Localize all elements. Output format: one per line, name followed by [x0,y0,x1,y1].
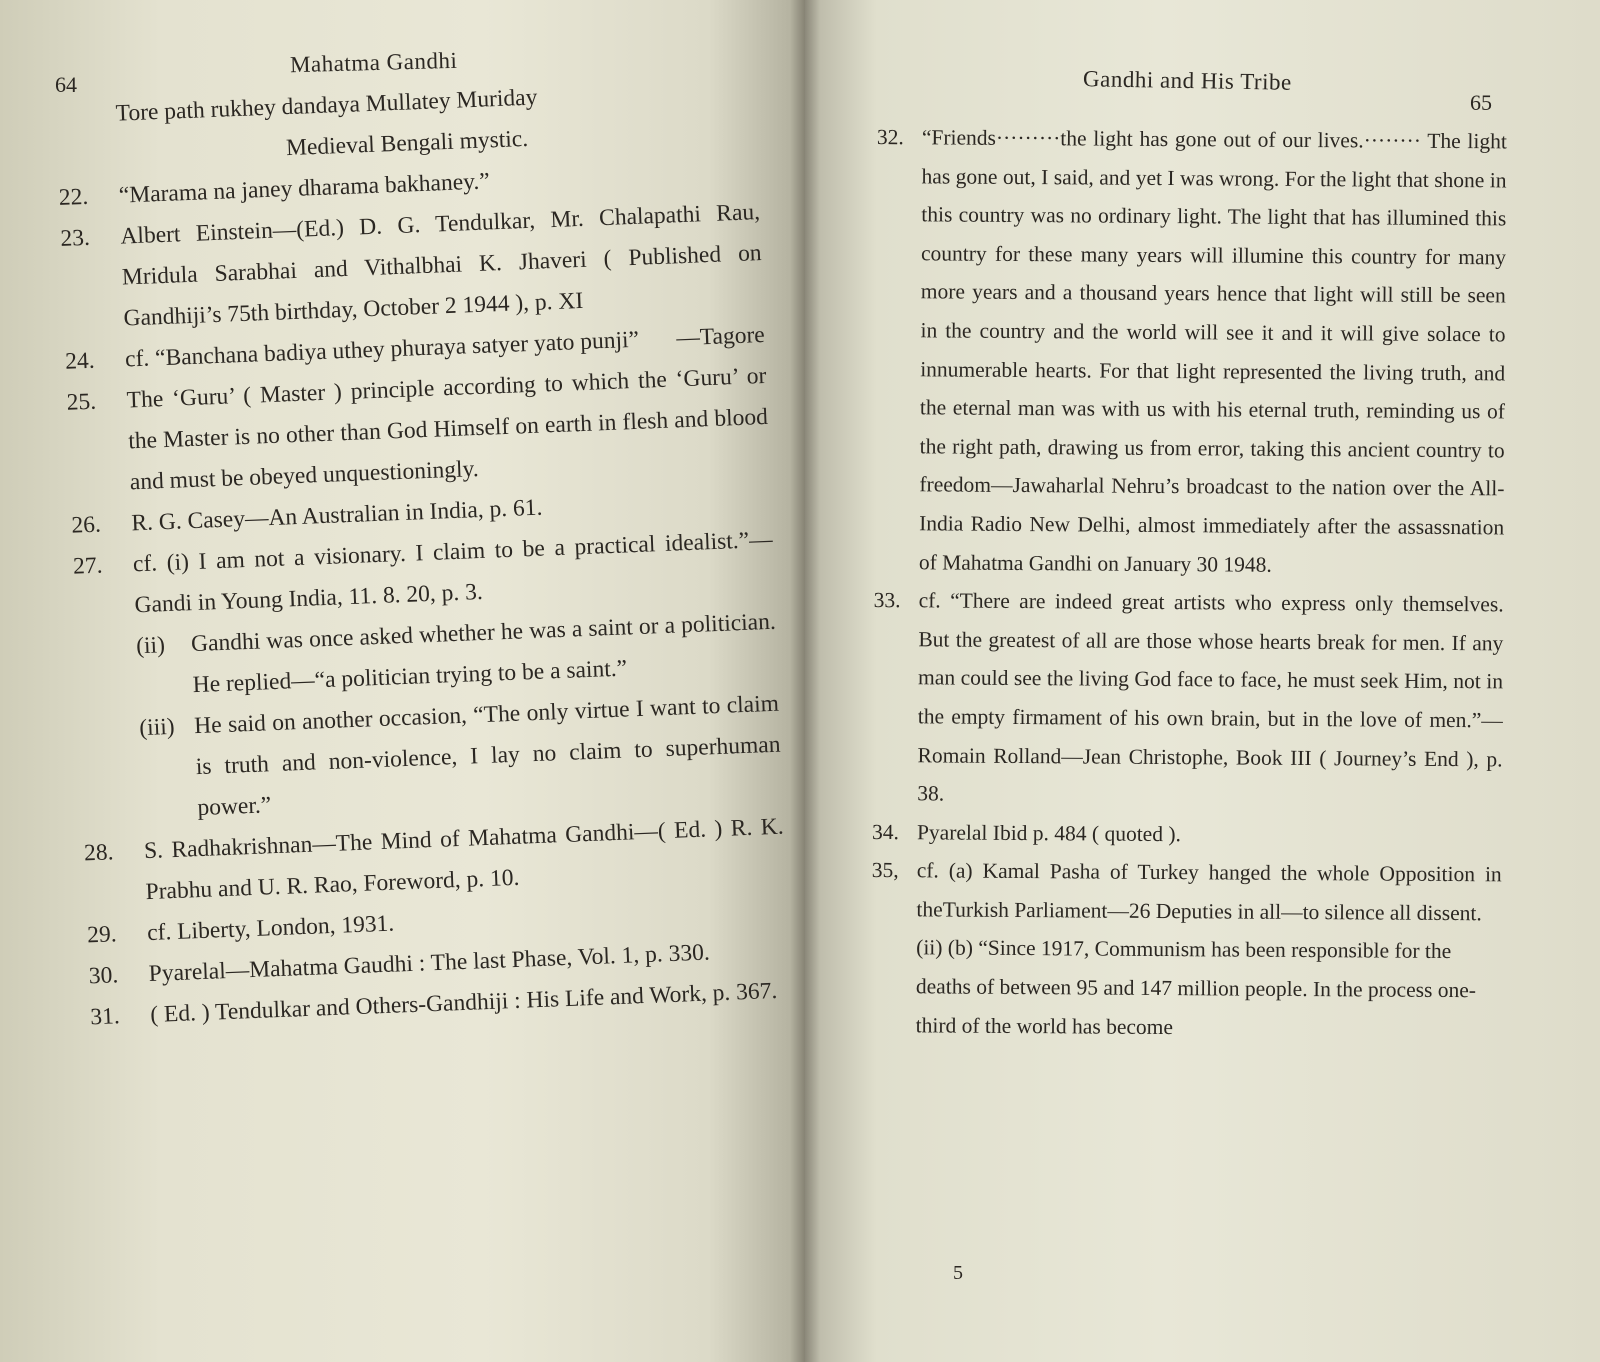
subnote-number: (ii) [135,632,166,660]
note-text: cf. “Banchana badiya uthey phuraya satyer yato punji” [124,326,640,373]
subnote-number: (iii) [138,713,176,742]
left-running-head: Mahatma Gandhi [289,47,458,78]
signature-mark: 5 [953,1262,963,1284]
note-text: “Marama na janey dharama bakhaney.” [118,168,491,209]
left-notes-block [55,69,791,1038]
note-34 [872,813,1502,856]
note-27-subnotes [75,602,782,834]
note-number: 29. [86,921,118,949]
intro-line: Tore path rukhey dandaya Mullatey Muriday [115,84,538,127]
note-text: cf. (i) I am not a visionary. I claim to be a practical idealist.”—Gandi in Young India, 11. 8. 20, p. 3. [132,526,774,619]
subnote-text: “Since 1917, Communism has been responsible for the deaths of between 95 and 147 million people. In the process one-third of the world has become [915,936,1477,1039]
note-text: “Friends·········the light has gone out of our lives.········ The light has gone out, I said, and yet I was wrong. For the light that shone in this country was no ordinary light. The light that has illumined this country for these many years will illumine this country for many more years and a thousand years hence that light will still be seen in the country and the world will see it and it will give solace to innumerable hearts. For that light represented the living truth, and the eternal man was with us with his eternal truth, reminding us of the right path, drawing us from error, taking this ancient country to freedom—Jawaharlal Nehru’s broadcast to the nation over the All-India Radio New Delhi, almost immediately after the assassnation of Mahatma Gandhi on January 30 1948. [918,125,1507,577]
right-notes-block [871,118,1507,1049]
left-page-number: 64 [55,72,77,97]
note-text: S. Radhakrishnan—The Mind of Mahatma Gandhi—( Ed. ) R. K. Prabhu and U. R. Rao, Foreword, p. 10. [143,813,785,906]
note-text: cf. Liberty, London, 1931. [146,910,395,947]
note-text: R. G. Casey—An Australian in India, p. 61. [130,494,543,537]
note-number: 30. [88,962,119,990]
note-number: 23. [59,224,91,252]
note-number: 24. [64,347,96,375]
note-text: cf. (a) Kamal Pasha of Turkey hanged the whole Opposition in theTurkish Parliament—26 Deputies in all—to silence all dissent. [916,858,1502,926]
subnote-text: Gandhi was once asked whether he was a saint or a politician. He replied—“a politician trying to be a saint.” [190,608,777,699]
subnote-iii [139,684,783,831]
right-page-number: 65 [1470,90,1492,115]
note-number: 34. [871,819,899,844]
right-page [805,0,1600,1362]
subnote-text: He said on another occasion, “The only virtue I want to claim is truth and non-violence, I lay no claim to superhuman power.” [193,690,781,822]
note-text: Albert Einstein—(Ed.) D. G. Tendulkar, Mr. Chalapathi Rau, Mridula Sarabhai and Vithalbhai K. Jhaveri ( Published on Gandhiji’s 75th birthday, October 2 1944 ), p. XI [119,199,763,332]
note-text: The ‘Guru’ ( Master ) principle according to which the ‘Guru’ or the Master is no other than God Himself on earth in flesh and blood and must be obeyed unquestioningly. [126,362,769,496]
note-number: 22. [58,183,89,211]
note-text: cf. “There are indeed great artists who express only themselves. But the greatest of all are those whose hearts break for men. If any man could see the living God face to face, he must seek Him, not in the empty firmament of his own brain, but in the love of men.”—Romain Rolland—Jean Christophe, Book III ( Journey’s End ), p. 38. [917,588,1504,806]
intro-attribution: Medieval Bengali mystic. [285,125,529,162]
note-text: Pyarelal—Mahatma Gaudhi : The last Phase, Vol. 1, p. 330. [148,939,711,988]
right-running-head: Gandhi and His Tribe [1082,66,1292,95]
note-text: Pyarelal Ibid p. 484 ( quoted ). [916,819,1182,846]
note-35-subnote [871,928,1502,1048]
note-number: 32. [876,124,904,150]
book-gutter [790,0,820,1362]
note-35 [871,851,1502,933]
note-number: 35, [871,858,899,883]
note-number: 28. [83,839,114,867]
note-32 [874,118,1507,586]
note-number: 26. [71,511,102,539]
subnote-number: (ii) (b) [916,935,974,961]
note-number: 33. [873,588,901,613]
note-33 [872,581,1504,817]
note-attribution: —Tagore [675,321,766,352]
note-number: 31. [89,1003,121,1031]
note-number: 27. [72,552,103,580]
note-number: 25. [66,388,97,416]
note-text: ( Ed. ) Tendulkar and Others-Gandhiji : His Life and Work, p. 367. [149,977,778,1029]
